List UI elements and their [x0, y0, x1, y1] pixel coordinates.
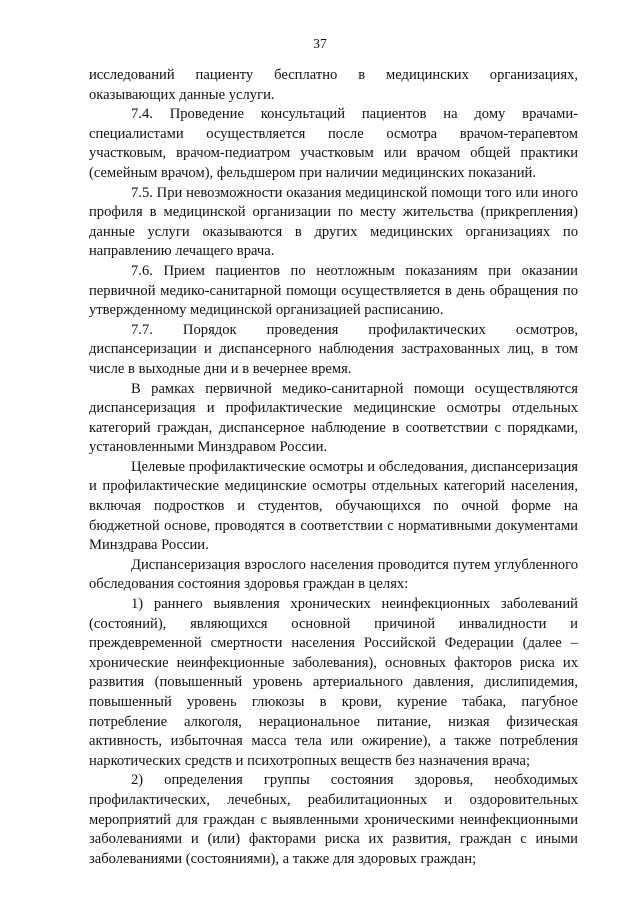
paragraph-7-4: 7.4. Проведение консультаций пациентов на дому врачами-специалистами осуществляется после осмотра врачом-терапевтом участковым, врачом-педиатром участковым или врачом общей практики (семейным врачом), фельдшером при наличии медицинских показаний. [89, 106, 578, 181]
list-item-2: 2) определения группы состояния здоровья, необходимых профилактических, лечебных, реабилитационных и оздоровительных мероприятий для граждан с выявленными хроническими неинфекционными заболеваниями и (или) факторами риска их развития, граждан с иными заболеваниями (состояниями), а также для здоровых граждан; [89, 772, 578, 867]
list-item-1: 1) раннего выявления хронических неинфекционных заболеваний (состояний), являющихся основной причиной инвалидности и преждевременной смертности населения Российской Федерации (далее – хронические неинфекционные заболевания), основных факторов риска их развития (повышенный уровень артериального давления, дислипидемия, повышенный уровень глюкозы в крови, курение табака, пагубное потребление алкоголя, нерациональное питание, низкая физическая активность, избыточная масса тела или ожирение), а также потребления наркотических средств и психотропных веществ без назначения врача; [89, 596, 578, 769]
paragraph-adult-screening: Диспансеризация взрослого населения проводится путем углубленного обследования состояния здоровья граждан в целях: [89, 556, 578, 593]
paragraph-target-examinations: Целевые профилактические осмотры и обследования, диспансеризация и профилактические медицинские осмотры отдельных категорий населения, включая подростков и студентов, обучающихся по очной форме на бюджетной основе, проводятся в соответствии с нормативными документами Минздрава России. [89, 458, 578, 554]
paragraph-continuation: исследований пациенту бесплатно в медицинских организациях, оказывающих данные услуги. [89, 67, 578, 103]
paragraph-primary-care: В рамках первичной медико-санитарной помощи осуществляются диспансеризация и профилактические медицинские осмотры отдельных категорий граждан, диспансерное наблюдение в соответствии с порядками, установленными Минздравом России. [89, 380, 578, 456]
paragraph-7-5: 7.5. При невозможности оказания медицинской помощи того или иного профиля в медицинской организации по месту жительства (прикрепления) данные услуги оказываются в других медицинских организациях по направлению лечащего врача. [89, 184, 578, 260]
page-number: 37 [313, 36, 327, 51]
document-body [89, 66, 578, 869]
paragraph-7-7: 7.7. Порядок проведения профилактических осмотров, диспансеризации и диспансерного наблюдения застрахованных лиц, в том числе в выходные дни и в вечернее время. [89, 321, 578, 377]
paragraph-7-6: 7.6. Прием пациентов по неотложным показаниям при оказании первичной медико-санитарной помощи осуществляется в день обращения по утвержденному медицинской организацией расписанию. [89, 262, 578, 319]
